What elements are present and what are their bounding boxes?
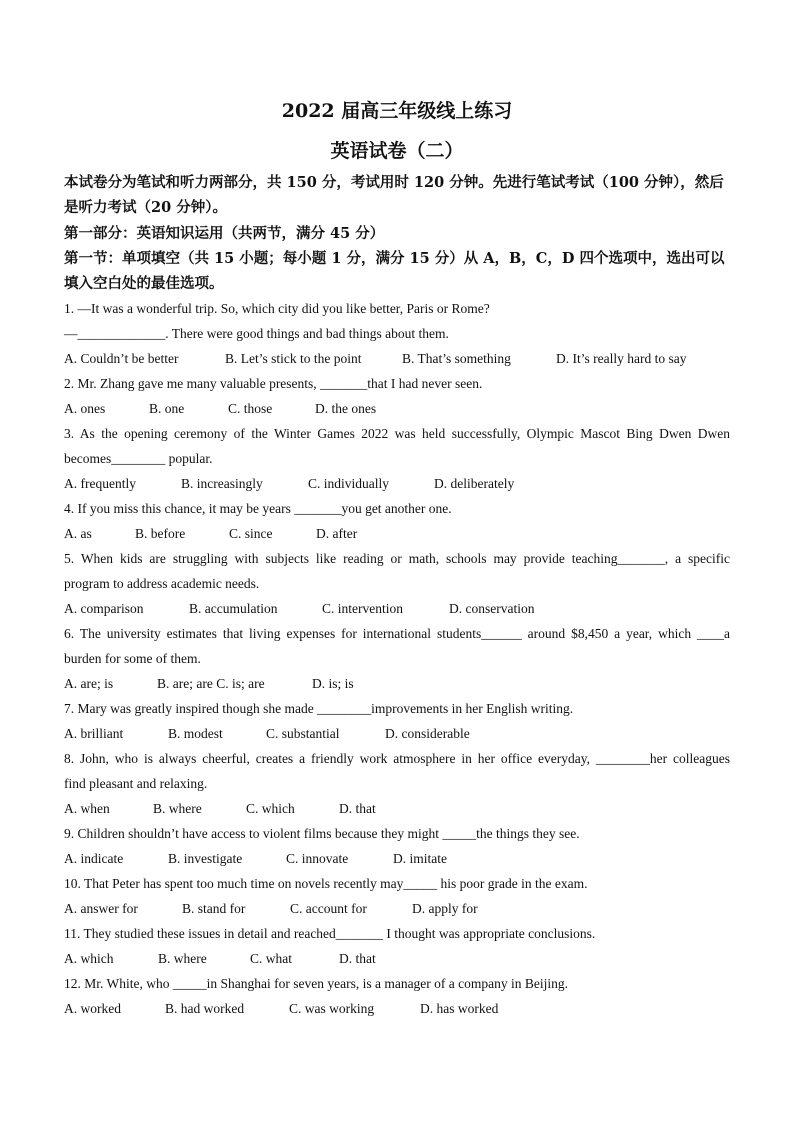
- option-a: A. frequently: [64, 476, 136, 491]
- question-9-options: [64, 846, 734, 871]
- option-d: D. imitate: [393, 851, 447, 866]
- option-c: C. intervention: [322, 601, 403, 616]
- question-5-options: [64, 596, 734, 621]
- option-b: B. increasingly: [181, 476, 263, 491]
- option-b: B. Let’s stick to the point: [225, 351, 362, 366]
- option-a: A. worked: [64, 1001, 121, 1016]
- question-4-options: [64, 521, 734, 546]
- question-3-stem: 3. As the opening ceremony of the Winter Games 2022 was held successfully, Olympic Mascot Bing Dwen Dwen: [64, 426, 730, 441]
- question-7-stem: 7. Mary was greatly inspired though she made ________improvements in her English writing.: [64, 701, 574, 716]
- option-a: A. answer for: [64, 901, 138, 916]
- question-9-stem: 9. Children shouldn’t have access to violent films because they might _____the things they see.: [64, 826, 580, 841]
- option-a: A. are; is: [64, 676, 114, 691]
- option-a: A. which: [64, 951, 114, 966]
- question-5-stem-line-2: program to address academic needs.: [64, 576, 260, 591]
- question-10-options: [64, 896, 734, 921]
- option-b: B. had worked: [165, 1001, 245, 1016]
- option-c: C. individually: [308, 476, 389, 491]
- option-b: B. one: [149, 401, 185, 416]
- question-4-stem: 4. If you miss this chance, it may be years _______you get another one.: [64, 501, 452, 516]
- option-a: A. Couldn’t be better: [64, 351, 179, 366]
- question-3-options: [64, 471, 734, 496]
- question-6-stem-line-2: burden for some of them.: [64, 651, 201, 666]
- option-d: D. considerable: [385, 726, 470, 741]
- question-3-stem-line-2: becomes________ popular.: [64, 451, 213, 466]
- option-a: A. brilliant: [64, 726, 124, 741]
- question-1-stem: 1. —It was a wonderful trip. So, which city did you like better, Paris or Rome?: [64, 301, 490, 316]
- section-heading: 第一节：单项填空（共 15 小题；每小题 1 分，满分 15 分）从 A，B，C，D 四个选项中，选出可以填入空白处的最佳选项。: [64, 250, 725, 292]
- option-a: A. when: [64, 801, 110, 816]
- option-b: B. are; are C. is; are: [157, 676, 265, 691]
- option-c: C. innovate: [286, 851, 349, 866]
- question-1-stem-line-2: —_____________. There were good things and bad things about them.: [64, 326, 449, 341]
- option-a: A. indicate: [64, 851, 124, 866]
- option-a: A. comparison: [64, 601, 144, 616]
- option-c: C. what: [250, 951, 292, 966]
- question-5-stem: 5. When kids are struggling with subjects like reading or math, schools may provide teaching_______, a specific: [64, 551, 730, 566]
- option-a: A. ones: [64, 401, 106, 416]
- option-d: D. It’s really hard to say: [556, 351, 687, 366]
- question-7-options: [64, 721, 734, 746]
- page-subtitle: 英语试卷（二）: [330, 140, 464, 162]
- option-b: B. stand for: [182, 901, 246, 916]
- question-6-stem: 6. The university estimates that living expenses for international students______ around $8,450 a year, which ____a: [64, 626, 730, 641]
- question-12-stem: 12. Mr. White, who _____in Shanghai for seven years, is a manager of a company in Beijing.: [64, 976, 569, 991]
- option-b: B. before: [135, 526, 186, 541]
- question-8-options: [64, 796, 734, 821]
- option-c: C. since: [229, 526, 273, 541]
- option-d: D. that: [339, 951, 376, 966]
- option-d: D. the ones: [315, 401, 377, 416]
- question-8-stem-line-2: find pleasant and relaxing.: [64, 776, 208, 791]
- option-d: D. after: [316, 526, 358, 541]
- option-c: C. which: [246, 801, 295, 816]
- question-11-options: [64, 946, 734, 971]
- option-d: D. that: [339, 801, 376, 816]
- question-11-stem: 11. They studied these issues in detail and reached_______ I thought was appropriate conclusions.: [64, 926, 596, 941]
- part-heading: 第一部分：英语知识运用（共两节，满分 45 分）: [64, 225, 385, 242]
- option-c: C. substantial: [266, 726, 340, 741]
- question-2-stem: 2. Mr. Zhang gave me many valuable presents, _______that I had never seen.: [64, 376, 483, 391]
- question-8-stem: 8. John, who is always cheerful, creates a friendly work atmosphere in her office everyday, ________her colleagues: [64, 751, 730, 766]
- question-12-options: [64, 996, 734, 1021]
- option-d: D. conservation: [449, 601, 535, 616]
- question-1-options: [64, 346, 734, 371]
- option-c: C. those: [228, 401, 273, 416]
- option-b: B. where: [158, 951, 207, 966]
- option-d: D. apply for: [412, 901, 478, 916]
- option-b: B. where: [153, 801, 202, 816]
- exam-instructions: 本试卷分为笔试和听力两部分，共 150 分，考试用时 120 分钟。先进行笔试考试（100 分钟），然后是听力考试（20 分钟）。: [64, 174, 724, 216]
- question-2-options: [64, 396, 734, 421]
- question-10-stem: 10. That Peter has spent too much time on novels recently may_____ his poor grade in the exam.: [64, 876, 588, 891]
- option-a: A. as: [64, 526, 92, 541]
- option-b: B. investigate: [168, 851, 243, 866]
- option-b: B. accumulation: [189, 601, 278, 616]
- option-d: D. is; is: [312, 676, 354, 691]
- option-c: C. account for: [290, 901, 367, 916]
- option-b: B. modest: [168, 726, 223, 741]
- option-c: C. was working: [289, 1001, 375, 1016]
- option-d: D. has worked: [420, 1001, 499, 1016]
- question-6-options: [64, 671, 734, 696]
- option-d: D. deliberately: [434, 476, 515, 491]
- option-c: B. That’s something: [402, 351, 511, 366]
- page-title: 2022 届高三年级线上练习: [281, 100, 513, 122]
